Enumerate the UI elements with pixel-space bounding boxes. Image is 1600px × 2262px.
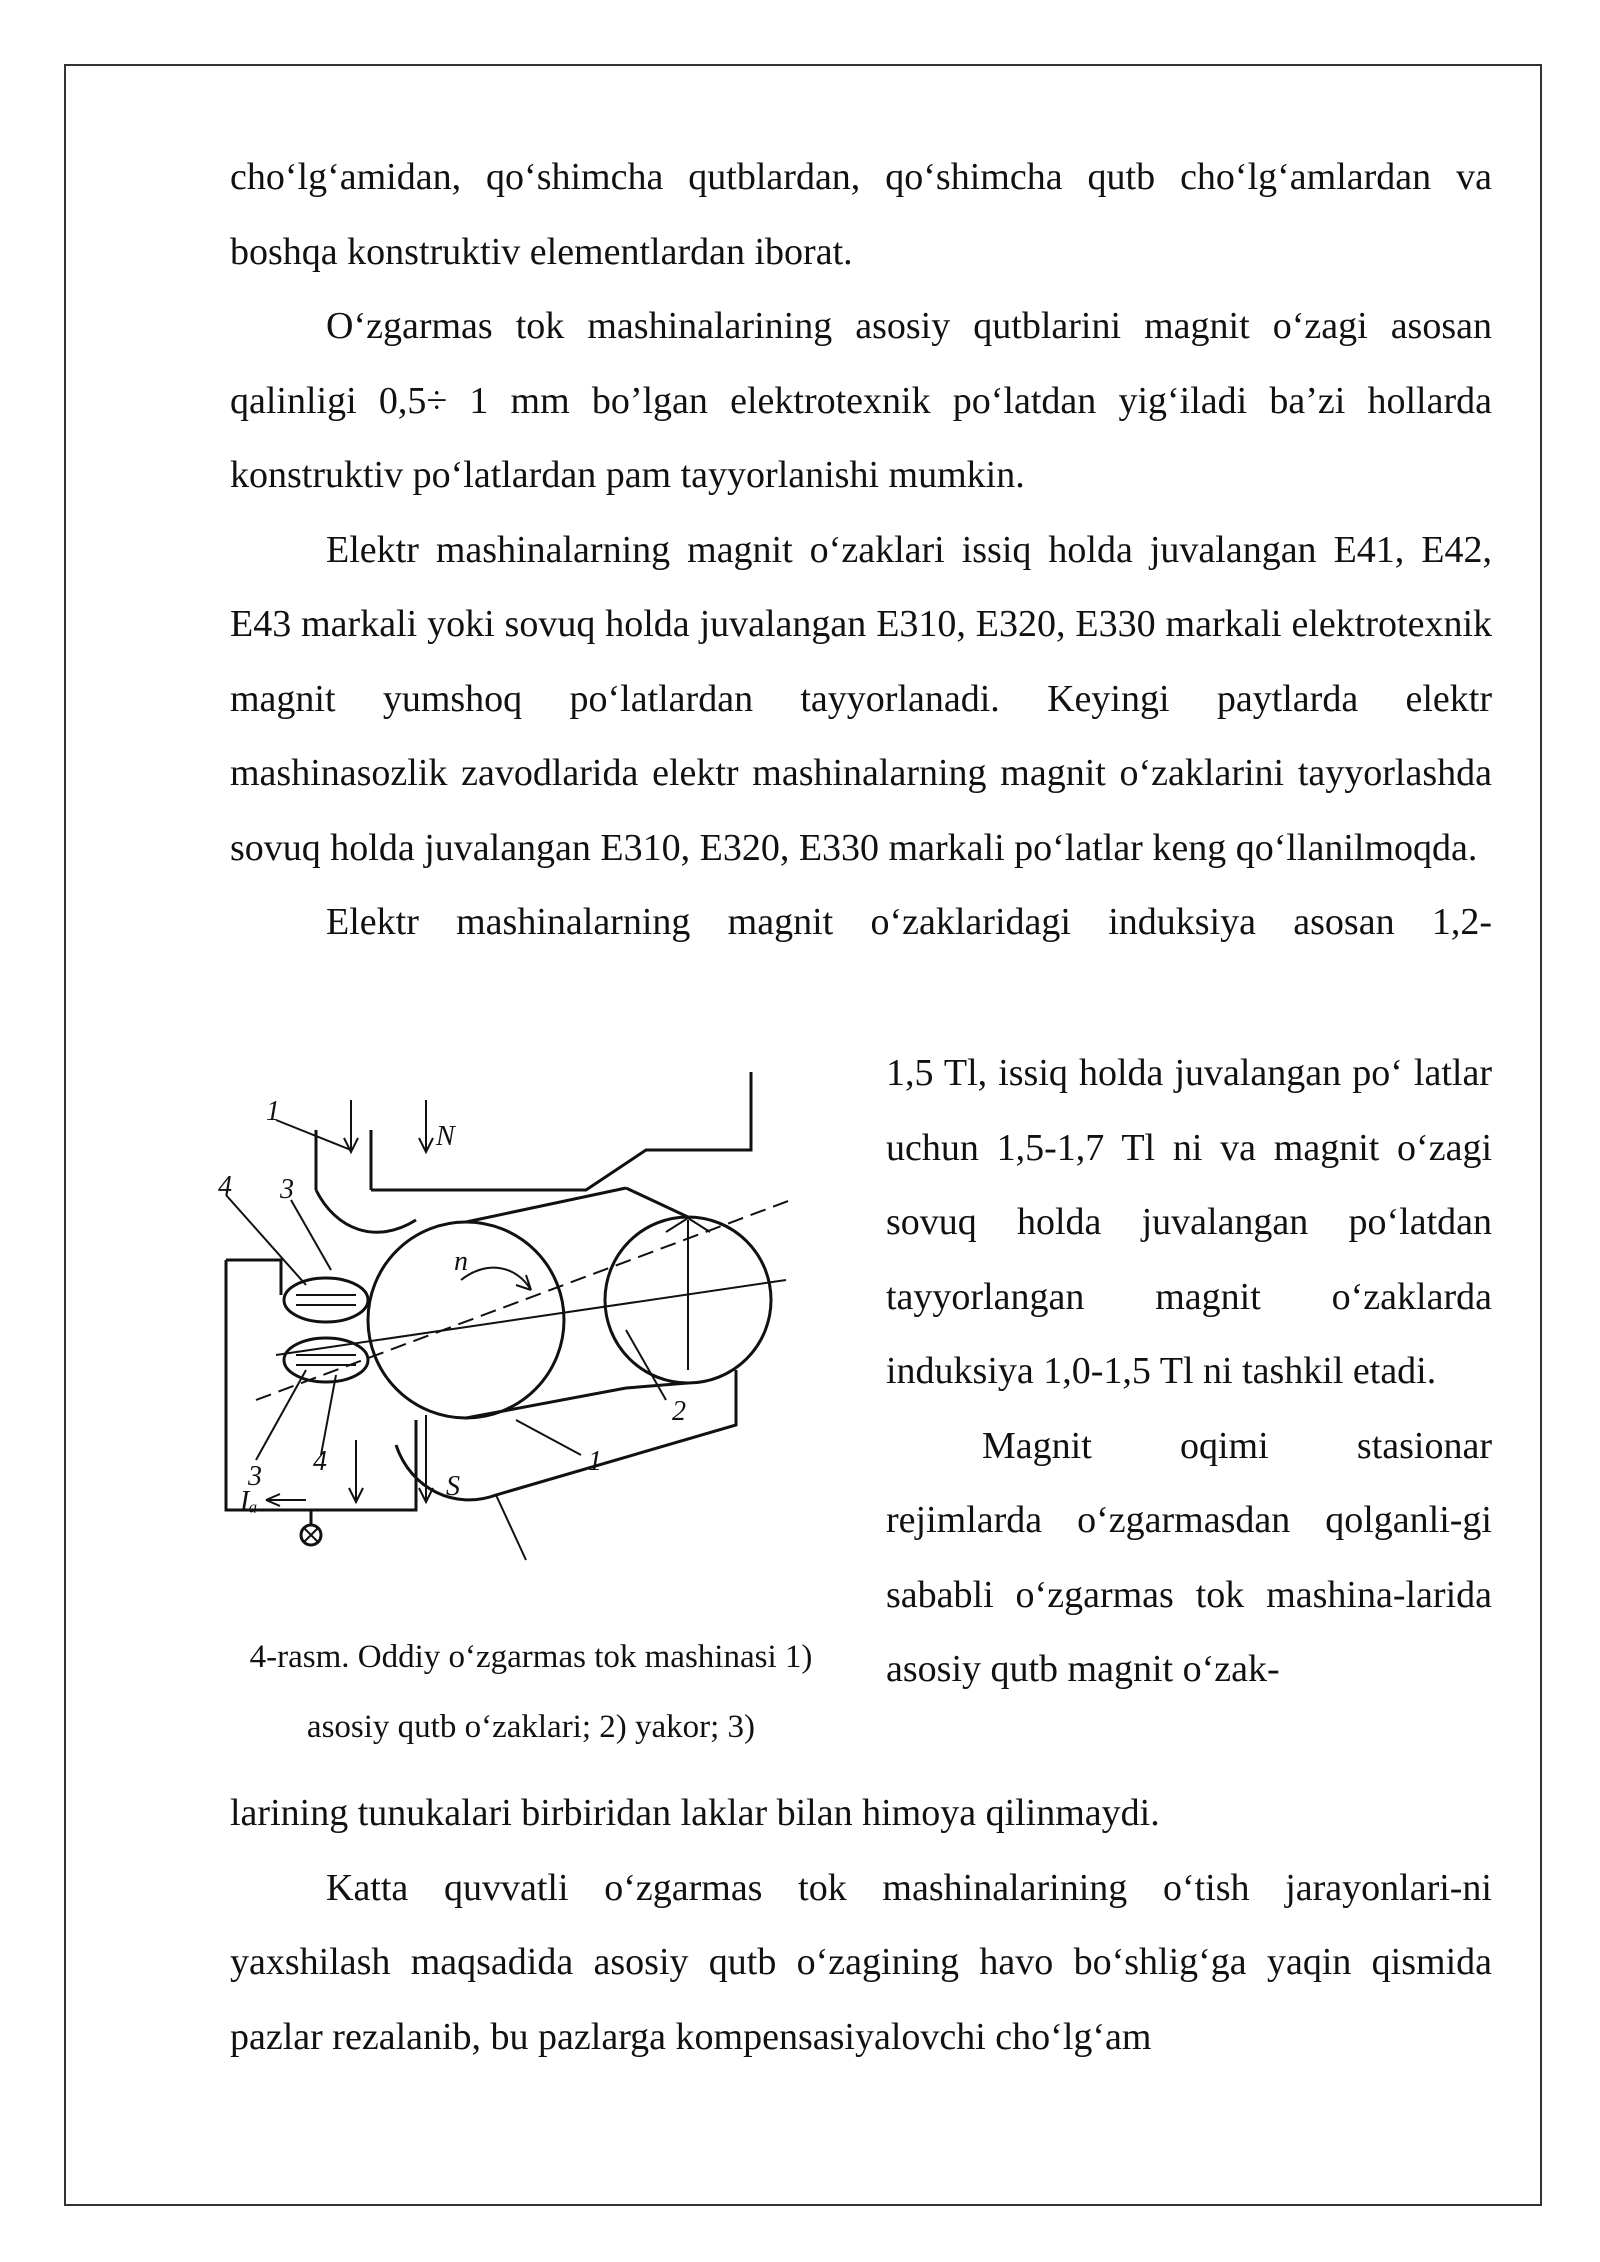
paragraph-6: Katta quvvatli o‘zgarmas tok mashinalarining o‘tish jarayonlari-ni yaxshilash maqsadida asosiy qutb o‘zagining havo bo‘shlig‘ga yaqin qismida pazlar rezalanib, bu pazlarga kompensasiyalovchi cho‘lg‘am	[230, 1866, 1492, 2058]
paragraph-5-start: Magnit oqimi stasionar rejimlarda o‘zgarmasdan qolganli-gi sababli o‘zgarmas tok mashina-larida asosiy qutb magnit o‘zak-	[886, 1424, 1492, 1690]
paragraph-4-start: Elektr mashinalarning magnit o‘zaklaridagi induksiya asosan 1,2-	[326, 901, 1492, 943]
label-4-top: 4	[218, 1171, 232, 1202]
label-1-top: 1	[266, 1096, 280, 1127]
label-3-top: 3	[280, 1174, 294, 1205]
paragraph-5-end: larining tunukalari birbiridan laklar bilan himoya qilinmaydi.	[230, 1792, 1160, 1834]
paragraph-2: O‘zgarmas tok mashinalarining asosiy qutblarini magnit o‘zagi asosan qalinligi 0,5÷ 1 mm bo’lgan elektrotexnik po‘latdan yig‘iladi ba’zi hollarda konstruktiv po‘latlardan pam tayyorlanishi mumkin.	[230, 305, 1492, 496]
machine-diagram	[196, 1070, 816, 1575]
dc-machine-drawing	[196, 1070, 816, 1570]
label-n: n	[454, 1246, 468, 1277]
wrapped-text-block	[886, 1036, 1492, 1707]
paragraph-1: cho‘lg‘amidan, qo‘shimcha qutblardan, qo‘shimcha qutb cho‘lg‘amlardan va boshqa konstruktiv elementlardan iborat.	[230, 156, 1492, 273]
label-N: N	[436, 1121, 455, 1152]
top-text-block	[230, 140, 1492, 960]
figure-caption	[196, 1622, 866, 1762]
paragraph-4-continued: 1,5 Tl, issiq holda juvalangan po‘ latlar uchun 1,5-1,7 Tl ni va magnit o‘zagi sovuq holda juvalangan po‘latdan tayyorlangan magnit o‘zaklarda induksiya 1,0-1,5 Tl ni tashkil etadi.	[886, 1052, 1492, 1392]
label-4-bottom: 4	[313, 1446, 327, 1477]
paragraph-3: Elektr mashinalarning magnit o‘zaklari issiq holda juvalangan E41, E42, E43 markali yoki sovuq holda juvalangan E310, E320, E330 markali elektrotexnik magnit yumshoq po‘latlardan tayyorlanadi. Keyingi paytlarda elektr mashinasozlik zavodlarida elektr mashinalarning magnit o‘zaklarini tayyorlashda sovuq holda juvalangan E310, E320, E330 markali po‘latlar keng qo‘llanilmoqda.	[230, 528, 1492, 869]
caption-line-2: asosiy qutb o‘zaklari; 2) yakor; 3)	[306, 1709, 756, 1745]
label-2: 2	[672, 1396, 686, 1427]
label-3-bottom: 3	[248, 1461, 262, 1492]
caption-line-1: 4-rasm. Oddiy o‘zgarmas tok mashinasi 1)	[249, 1639, 813, 1675]
label-1-bottom: 1	[588, 1446, 602, 1477]
label-Ia: Iₐ	[240, 1486, 258, 1517]
bottom-text-block	[230, 1776, 1492, 2074]
label-S: S	[446, 1471, 460, 1502]
